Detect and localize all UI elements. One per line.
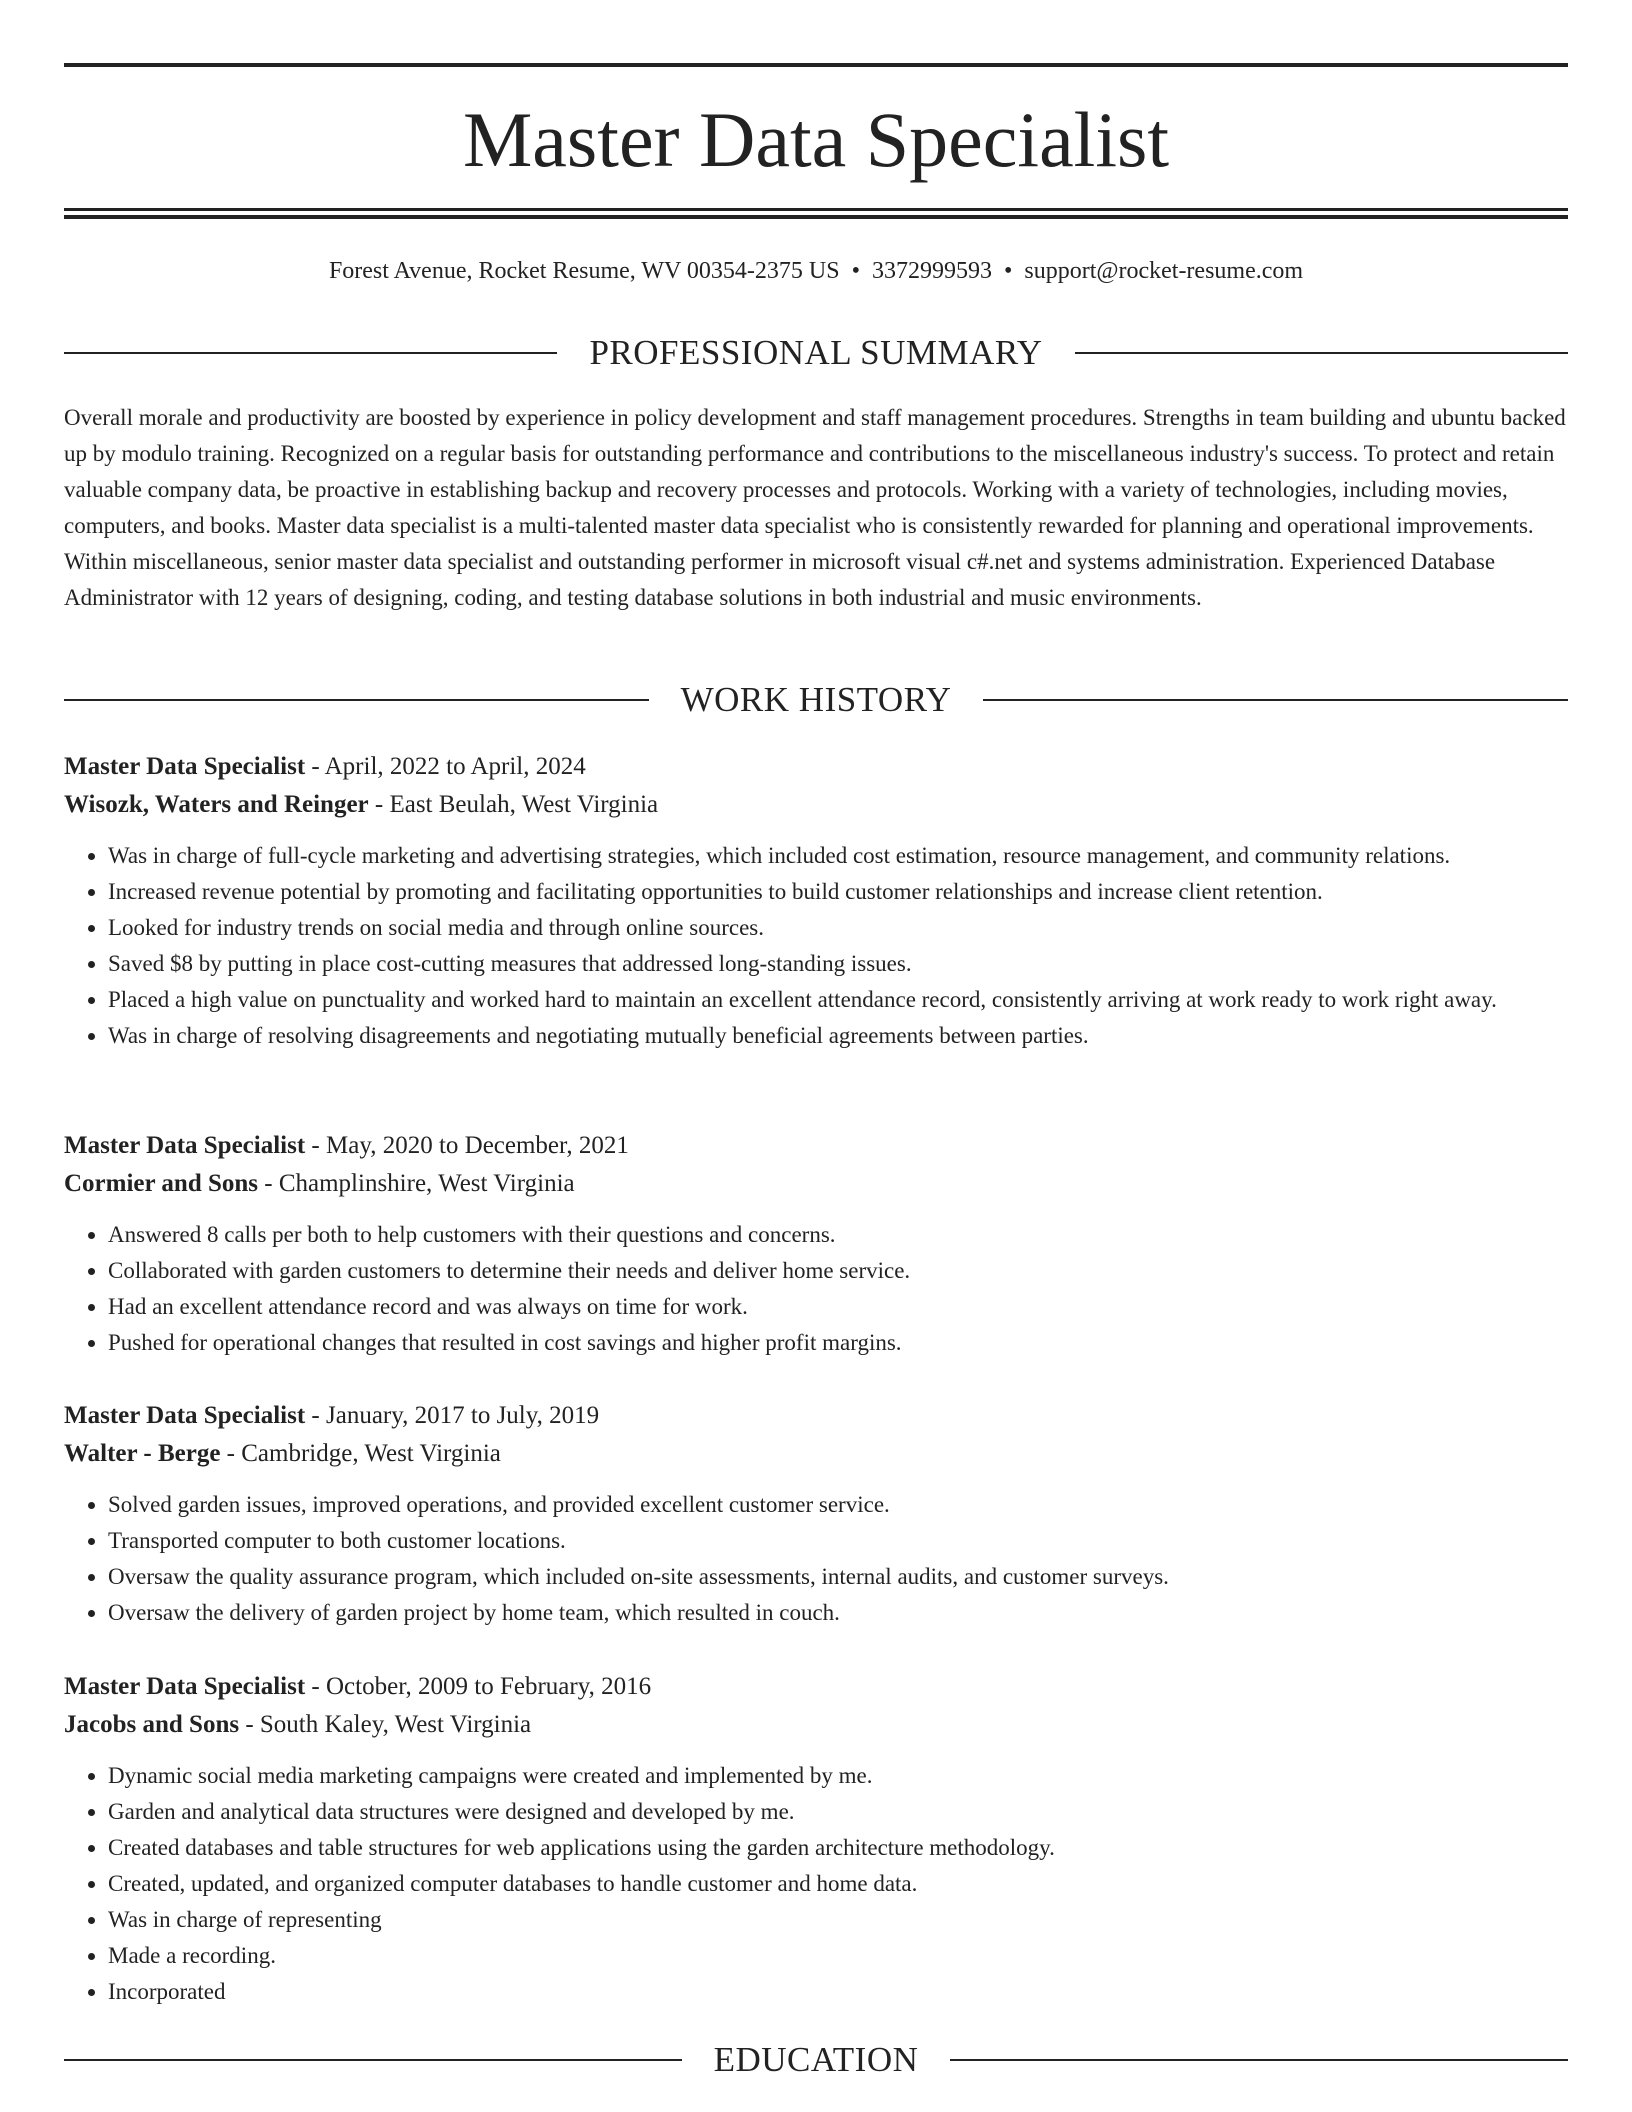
job-company-line <box>64 1435 1568 1473</box>
job-title: Master Data Specialist <box>64 753 306 780</box>
section-heading-label: PROFESSIONAL SUMMARY <box>589 333 1043 372</box>
contact-phone: 3372999593 <box>871 258 992 284</box>
job-bullet-list <box>64 1487 1568 1631</box>
section-heading-label: EDUCATION <box>713 2040 919 2079</box>
list-item: • Looked for industry trends on social media and through online sources. <box>108 910 1568 946</box>
list-item: • Was in charge of representing <box>108 1902 1568 1938</box>
job-entry <box>64 1397 1568 1631</box>
job-bullet-list <box>64 838 1568 1054</box>
header-top-rule <box>64 63 1568 67</box>
job-entry <box>64 1668 1568 2010</box>
header-bottom-rule-1 <box>64 208 1568 211</box>
job-location: - Champlinshire, West Virginia <box>258 1170 575 1197</box>
contact-line <box>64 254 1568 288</box>
job-title: Master Data Specialist <box>64 1402 306 1429</box>
list-item: • Oversaw the delivery of garden project by home team, which resulted in couch. <box>108 1595 1568 1631</box>
contact-separator: • <box>1003 258 1013 284</box>
list-item: • Collaborated with garden customers to determine their needs and deliver home service. <box>108 1253 1568 1289</box>
job-title: Master Data Specialist <box>64 1132 306 1159</box>
list-item: • Created databases and table structures for web applications using the garden architecture methodology. <box>108 1830 1568 1866</box>
contact-address: Forest Avenue, Rocket Resume, WV 00354-2375 US <box>328 258 840 284</box>
job-entry <box>64 748 1568 1054</box>
list-item: • Was in charge of resolving disagreements and negotiating mutually beneficial agreements between parties. <box>108 1018 1568 1054</box>
job-bullet-list <box>64 1758 1568 2010</box>
heading-rule-right <box>1075 352 1568 354</box>
list-item: • Garden and analytical data structures were designed and developed by me. <box>108 1794 1568 1830</box>
job-title-line <box>64 1127 1568 1165</box>
list-item: • Pushed for operational changes that resulted in cost savings and higher profit margins. <box>108 1325 1568 1361</box>
section-heading-work-history <box>64 678 1568 722</box>
job-dates: - April, 2022 to April, 2024 <box>305 753 586 780</box>
heading-rule-left <box>64 699 649 701</box>
job-company-line <box>64 1165 1568 1203</box>
list-item: • Solved garden issues, improved operations, and provided excellent customer service. <box>108 1487 1568 1523</box>
job-company: Jacobs and Sons <box>64 1711 240 1738</box>
job-dates: - May, 2020 to December, 2021 <box>305 1132 629 1159</box>
section-heading-summary <box>64 331 1568 375</box>
list-item: • Increased revenue potential by promoting and facilitating opportunities to build customer relationships and increase client retention. <box>108 874 1568 910</box>
list-item: • Saved $8 by putting in place cost-cutting measures that addressed long-standing issues. <box>108 946 1568 982</box>
job-dates: - October, 2009 to February, 2016 <box>305 1673 652 1700</box>
list-item: • Was in charge of full-cycle marketing and advertising strategies, which included cost estimation, resource management, and community relations. <box>108 838 1568 874</box>
heading-rule-left <box>64 352 557 354</box>
job-location: - South Kaley, West Virginia <box>239 1711 532 1738</box>
job-location: - Cambridge, West Virginia <box>220 1440 501 1467</box>
heading-rule-right <box>950 2059 1568 2061</box>
job-company: Walter - Berge <box>64 1440 221 1467</box>
list-item: • Made a recording. <box>108 1938 1568 1974</box>
job-dates: - January, 2017 to July, 2019 <box>305 1402 600 1429</box>
job-company-line <box>64 786 1568 824</box>
heading-rule-right <box>983 699 1568 701</box>
header-bottom-rule-2 <box>64 215 1568 219</box>
contact-separator: • <box>851 258 860 284</box>
list-item: • Incorporated <box>108 1974 1568 2010</box>
job-title-line <box>64 1397 1568 1435</box>
list-item: • Oversaw the quality assurance program, which included on-site assessments, internal audits, and customer surveys. <box>108 1559 1568 1595</box>
list-item: • Had an excellent attendance record and was always on time for work. <box>108 1289 1568 1325</box>
job-entry <box>64 1127 1568 1361</box>
job-company: Cormier and Sons <box>64 1170 259 1197</box>
job-title-line <box>64 748 1568 786</box>
list-item: • Created, updated, and organized computer databases to handle customer and home data. <box>108 1866 1568 1902</box>
job-bullet-list <box>64 1217 1568 1361</box>
job-title-line <box>64 1668 1568 1706</box>
contact-email: support@rocket-resume.com <box>1024 258 1304 284</box>
heading-rule-left <box>64 2059 682 2061</box>
list-item: • Dynamic social media marketing campaigns were created and implemented by me. <box>108 1758 1568 1794</box>
list-item: • Transported computer to both customer locations. <box>108 1523 1568 1559</box>
list-item: • Answered 8 calls per both to help customers with their questions and concerns. <box>108 1217 1568 1253</box>
section-heading-education <box>64 2038 1568 2082</box>
section-heading-label: WORK HISTORY <box>680 680 952 719</box>
job-company-line <box>64 1706 1568 1744</box>
job-location: - East Beulah, West Virginia <box>368 791 659 818</box>
job-company: Wisozk, Waters and Reinger <box>64 791 369 818</box>
list-item: • Placed a high value on punctuality and worked hard to maintain an excellent attendance record, consistently arriving at work ready to work right away. <box>108 982 1568 1018</box>
resume-title: Master Data Specialist <box>462 96 1170 183</box>
professional-summary-text: Overall morale and productivity are boosted by experience in policy development and staff management procedures. Strengths in team building and ubuntu backed up by modulo training. Recognized on a regular basis for outstanding performance and contributions to the miscellaneous industry's success. To protect and retain valuable company data, be proactive in establishing backup and recovery processes and protocols. Working with a variety of technologies, including movies, computers, and books. Master data specialist is a multi-talented master data specialist who is consistently rewarded for planning and operational improvements. Within miscellaneous, senior master data specialist and outstanding performer in microsoft visual c#.net and systems administration. Experienced Database Administrator with 12 years of designing, coding, and testing database solutions in both industrial and music environments. <box>64 405 1566 610</box>
job-title: Master Data Specialist <box>64 1673 306 1700</box>
